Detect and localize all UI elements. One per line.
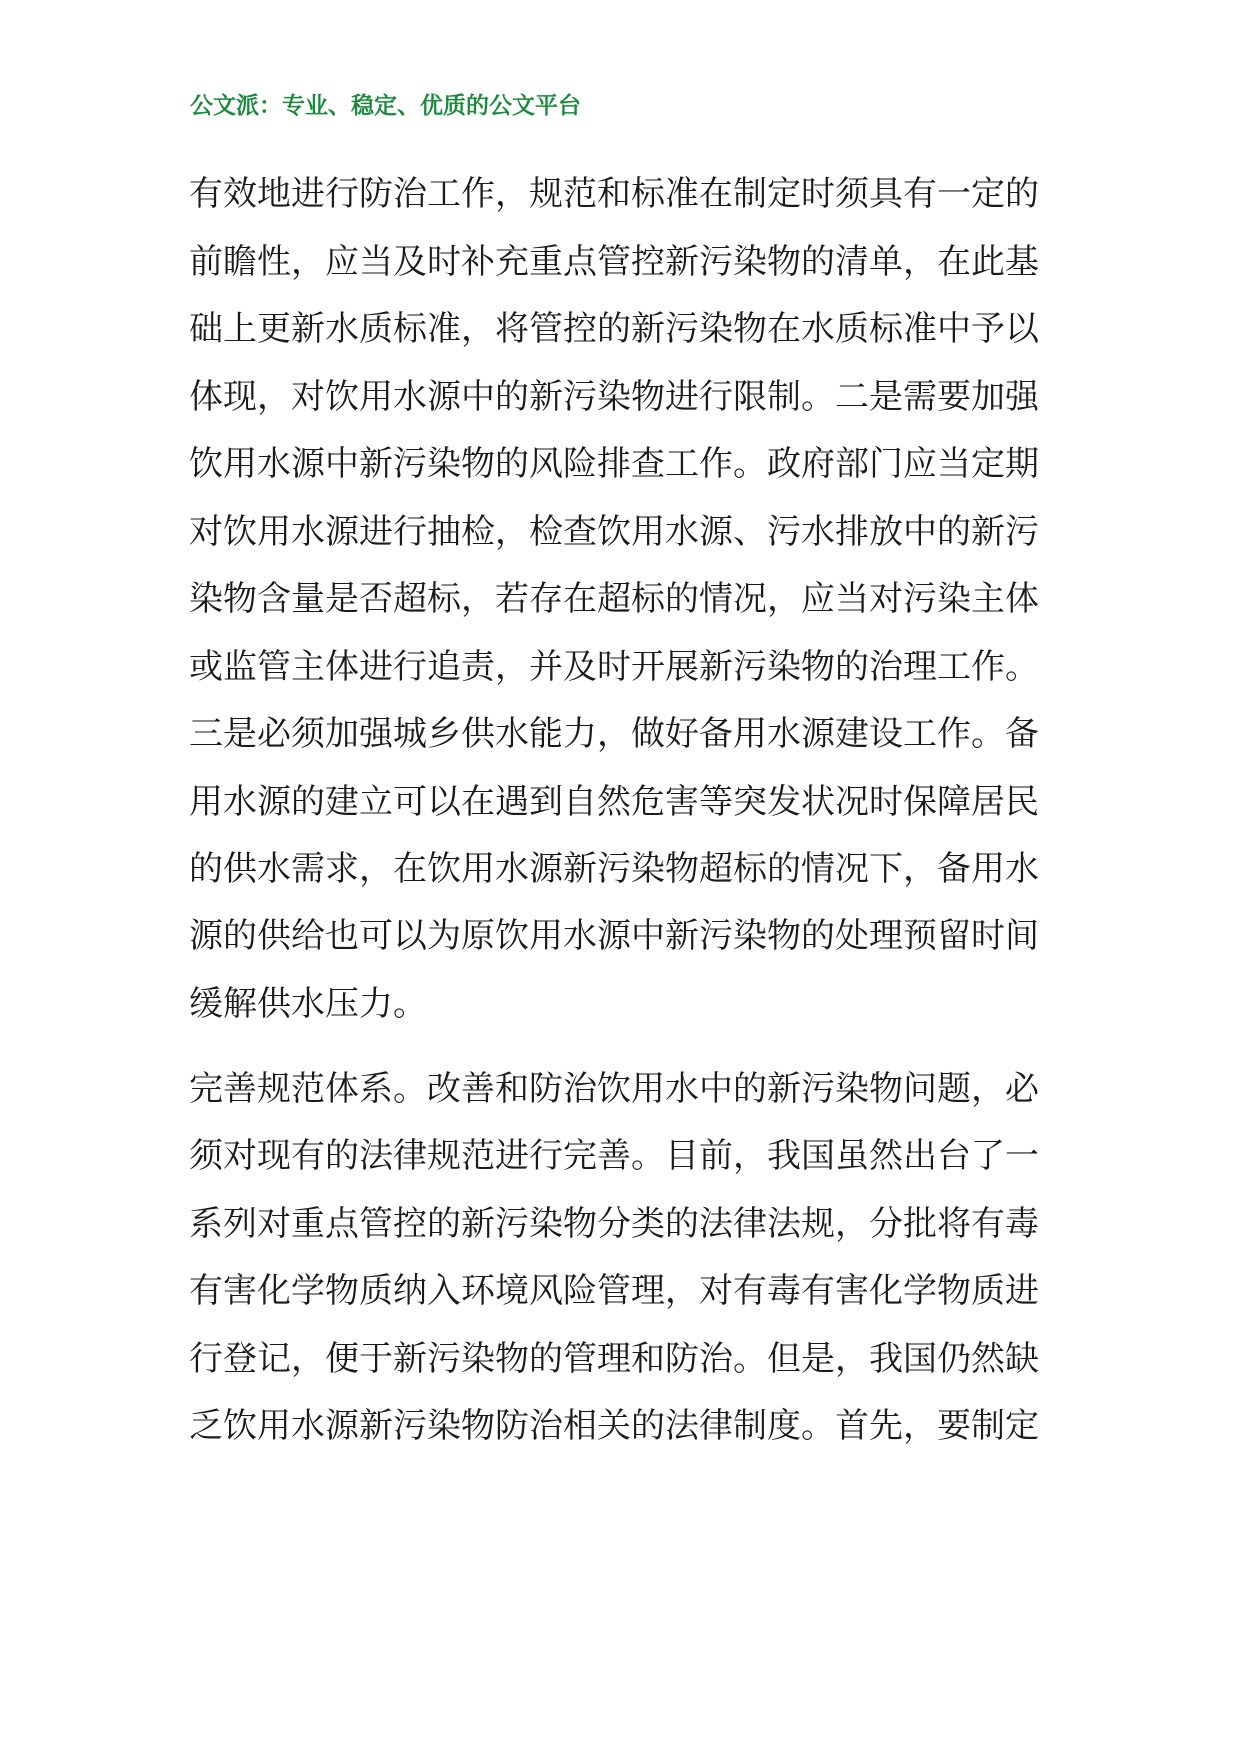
page-header: 公文派：专业、稳定、优质的公文平台 (190, 92, 581, 119)
body-line: 须对现有的法律规范进行完善。目前，我国虽然出台了一 (189, 1136, 1039, 1176)
body-line: 的供水需求，在饮用水源新污染物超标的情况下，备用水 (189, 849, 1039, 889)
body-line: 饮用水源中新污染物的风险排查工作。政府部门应当定期 (189, 444, 1039, 484)
body-line: 染物含量是否超标，若存在超标的情况，应当对污染主体 (189, 579, 1039, 619)
body-line: 系列对重点管控的新污染物分类的法律法规，分批将有毒 (189, 1204, 1039, 1244)
body-line: 有害化学物质纳入环境风险管理，对有毒有害化学物质进 (189, 1271, 1039, 1311)
body-line: 三是必须加强城乡供水能力，做好备用水源建设工作。备 (189, 714, 1039, 754)
body-line: 础上更新水质标准，将管控的新污染物在水质标准中予以 (189, 309, 1039, 349)
body-line: 体现，对饮用水源中的新污染物进行限制。二是需要加强 (189, 377, 1039, 417)
body-line: 用水源的建立可以在遇到自然危害等突发状况时保障居民 (189, 782, 1039, 822)
body-line: 完善规范体系。改善和防治饮用水中的新污染物问题，必 (189, 1069, 1039, 1109)
body-line: 对饮用水源进行抽检，检查饮用水源、污水排放中的新污 (189, 512, 1039, 552)
body-line: 有效地进行防治工作，规范和标准在制定时须具有一定的 (189, 174, 1039, 214)
body-line: 乏饮用水源新污染物防治相关的法律制度。首先，要制定 (189, 1406, 1039, 1446)
body-line: 或监管主体进行追责，并及时开展新污染物的治理工作。 (189, 647, 1039, 687)
body-line: 行登记，便于新污染物的管理和防治。但是，我国仍然缺 (189, 1339, 1039, 1379)
body-line: 缓解供水压力。 (189, 984, 427, 1024)
body-line: 前瞻性，应当及时补充重点管控新污染物的清单，在此基 (189, 242, 1039, 282)
body-line: 源的供给也可以为原饮用水源中新污染物的处理预留时间 (189, 916, 1039, 956)
